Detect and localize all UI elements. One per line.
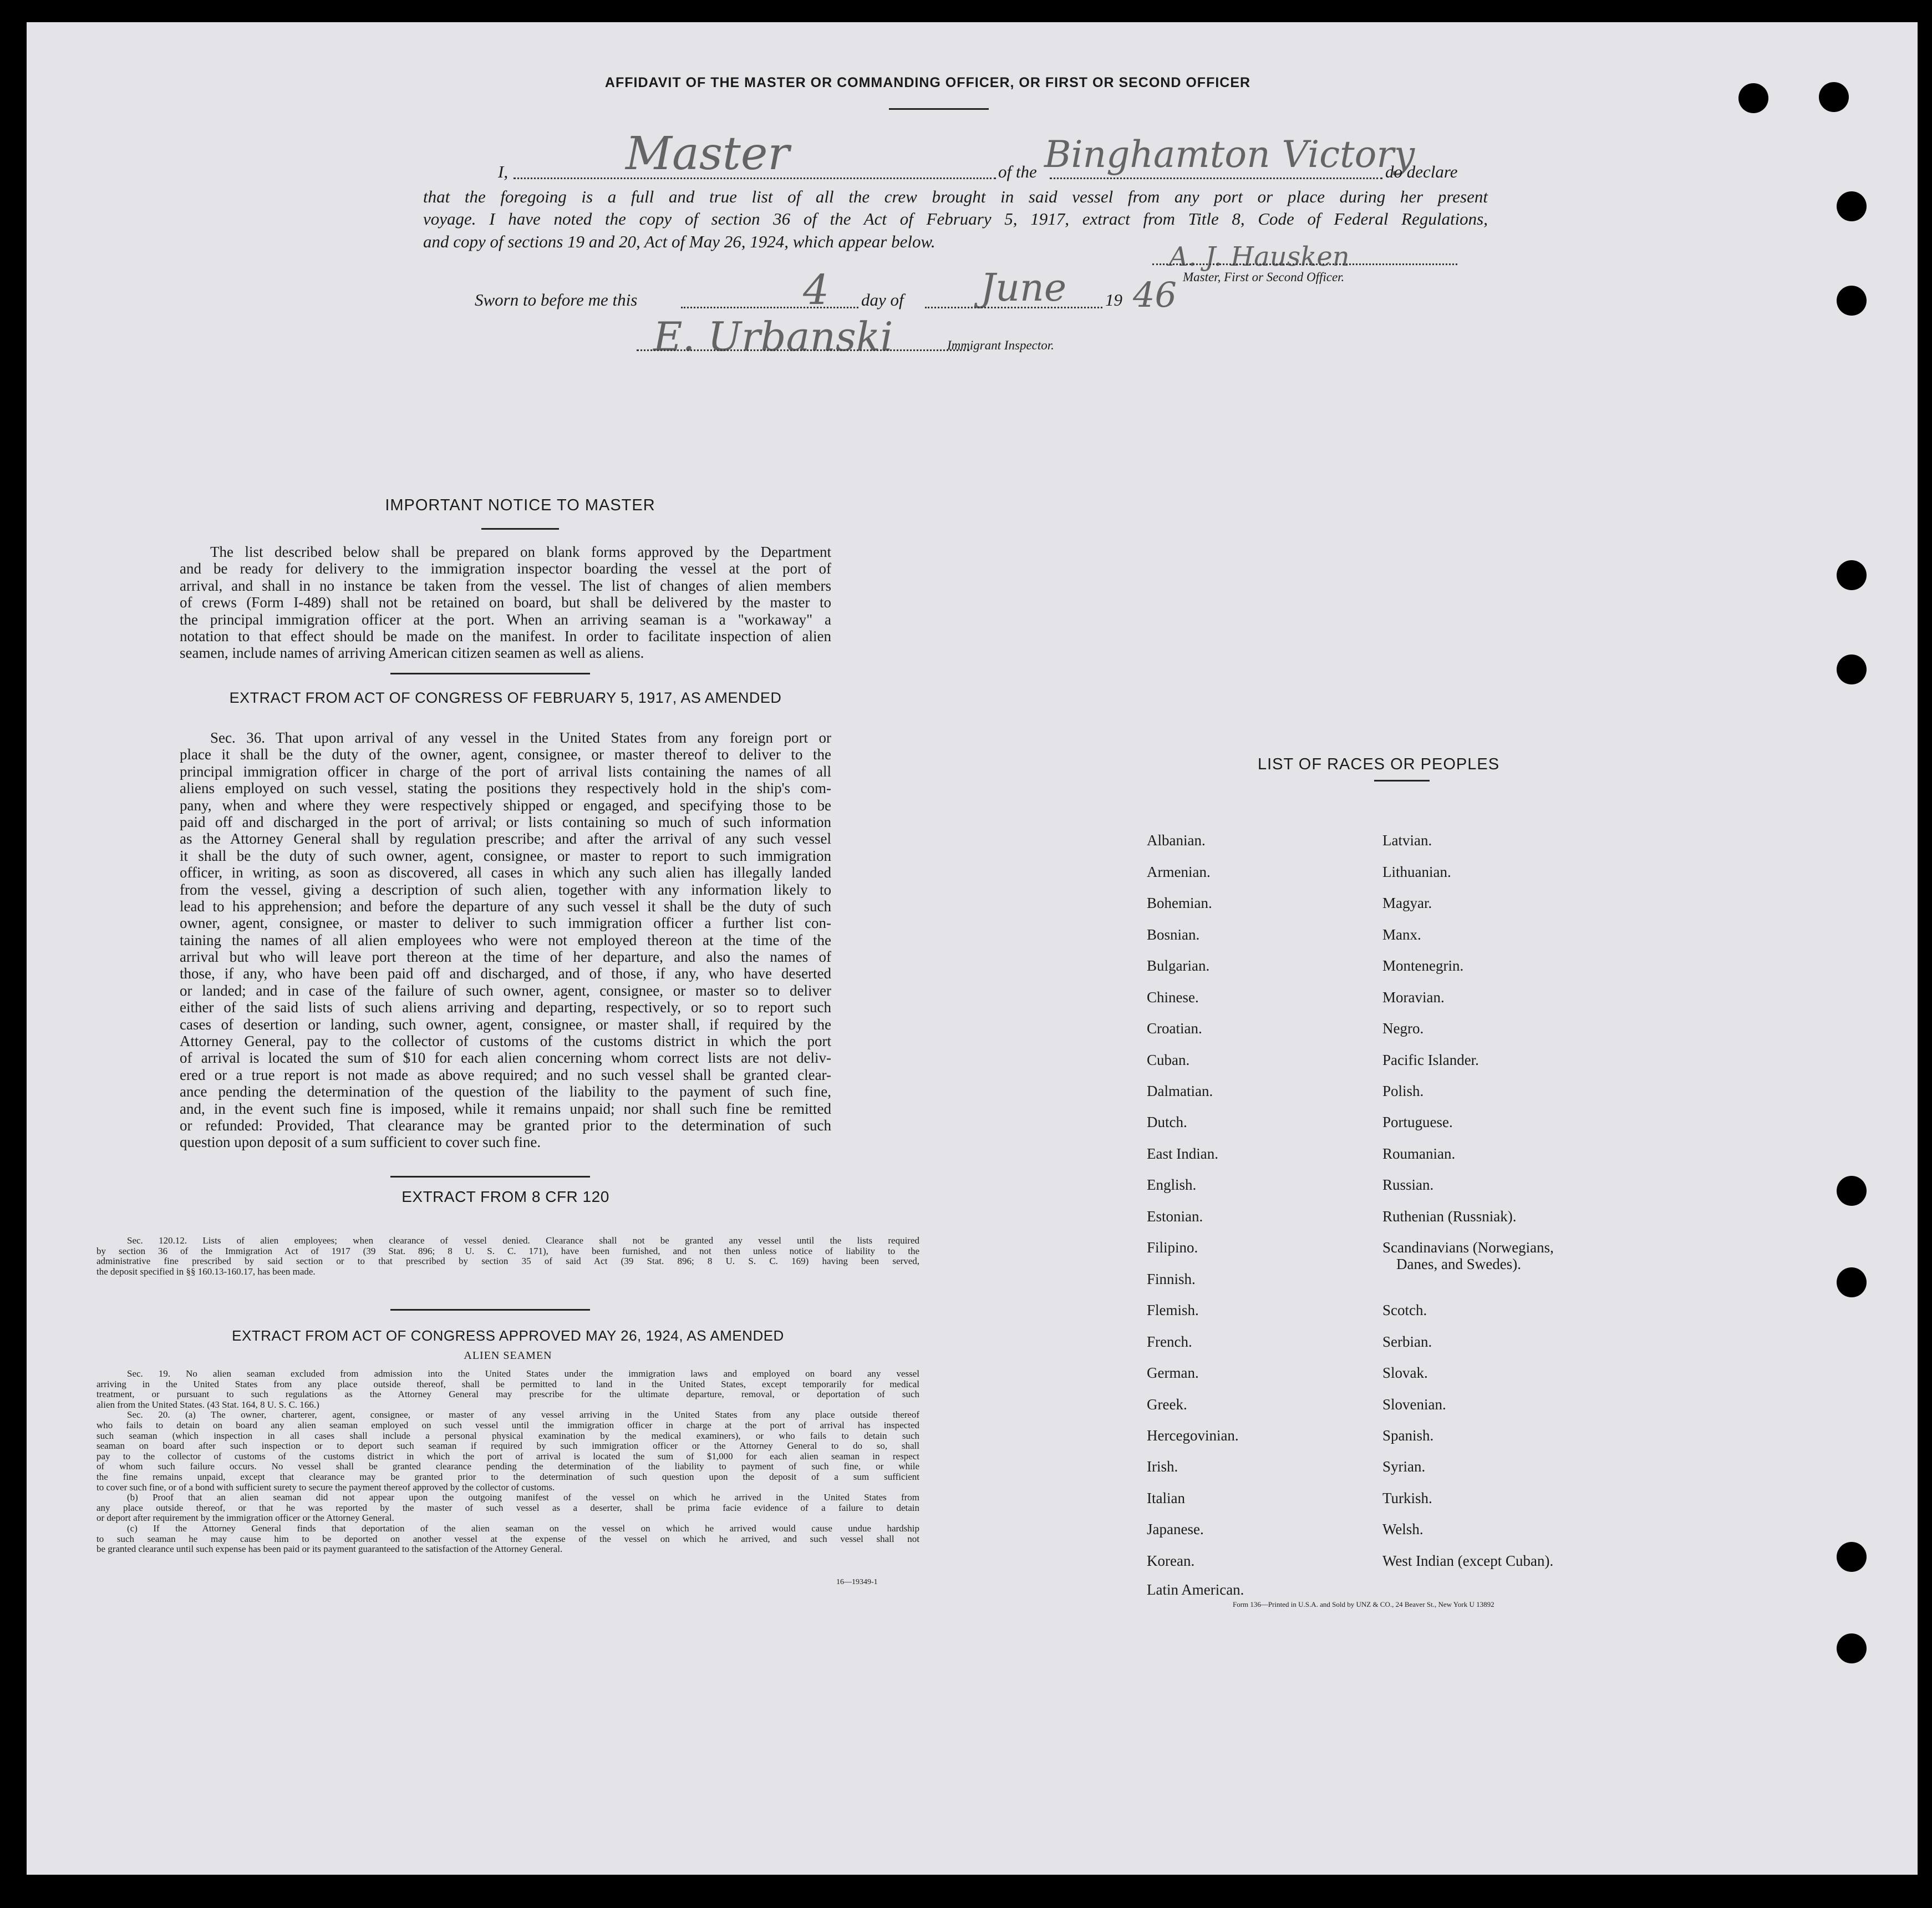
race-item: Bosnian. xyxy=(1147,926,1200,943)
race-item: Albanian. xyxy=(1147,832,1206,849)
extract-1924-line: who fails to detain on board any alien seaman employed on such vessel until the immigration officer in charge at the port of arrival has inspected xyxy=(96,1420,919,1430)
race-item: Slovak. xyxy=(1382,1364,1428,1381)
race-item: Cuban. xyxy=(1147,1052,1190,1068)
sworn-day: 4 xyxy=(803,266,830,314)
race-item: Japanese. xyxy=(1147,1521,1204,1537)
sworn-year: 46 xyxy=(1133,275,1177,315)
extract-1917-line: principal immigration officer in charge of the port of arrival lists containing the names of all xyxy=(180,763,831,780)
races-title: LIST OF RACES OR PEOPLES xyxy=(1258,755,1500,773)
races-title-rule xyxy=(1374,780,1430,782)
extract-cfr-line: the deposit specified in §§ 160.13-160.17, has been made. xyxy=(96,1266,316,1277)
race-item: Filipino. xyxy=(1147,1239,1198,1256)
extract-1917-line: either of the said lists of such aliens arriving and departing, respectively, or so to report such xyxy=(180,999,831,1016)
sworn-month: June xyxy=(980,266,1067,310)
race-item: East Indian. xyxy=(1147,1145,1218,1162)
sworn-day-line xyxy=(681,307,858,308)
race-item: Ruthenian (Russniak). xyxy=(1382,1208,1517,1225)
form-code: 16—19349-1 xyxy=(836,1578,878,1586)
binder-hole-2 xyxy=(1819,82,1849,112)
notice-line: the principal immigration officer at the port. When an arriving seaman is a "workaway" a xyxy=(180,611,831,628)
extract-1924-line: to cover such fine, or of a bond with sufficient surety to secure the payment thereof approved by the collector of customs. xyxy=(96,1482,555,1493)
extract-1924-line: alien from the United States. (43 Stat. 164, 8 U. S. C. 166.) xyxy=(96,1399,319,1410)
extract-1917-divider xyxy=(390,1176,590,1178)
extract-1924-subtitle: ALIEN SEAMEN xyxy=(464,1349,552,1362)
extract-1924-line: Sec. 19. No alien seaman excluded from admission into the United States under the immigration laws and employed on board any vessel xyxy=(127,1369,919,1379)
race-item: Welsh. xyxy=(1382,1521,1423,1537)
race-item: German. xyxy=(1147,1364,1199,1381)
notice-paragraph xyxy=(180,544,831,662)
race-item: Armenian. xyxy=(1147,864,1211,880)
extract-cfr-paragraph xyxy=(96,1236,919,1277)
race-item: Estonian. xyxy=(1147,1208,1203,1225)
race-item: Montenegrin. xyxy=(1382,957,1464,974)
race-item: Bulgarian. xyxy=(1147,957,1210,974)
affidavit-line2: that the foregoing is a full and true list of all the crew brought in said vessel from any port or place during her present xyxy=(423,187,1488,206)
extract-1917-line: cases of desertion or landing, such owner, agent, consignee, or master shall, if required by the xyxy=(180,1016,831,1033)
extract-1917-line: ered or a true report is not made as above required; and no such vessel shall be granted clear- xyxy=(180,1066,831,1083)
extract-1917-line: pany, when and where they were respectively shipped or engaged, and specifying those to be xyxy=(180,796,831,814)
race-item: Bohemian. xyxy=(1147,895,1212,911)
affidavit-line3: voyage. I have noted the copy of section 36 of the Act of February 5, 1917, extract from Title 8, Code of Federal Regulations, xyxy=(423,209,1488,229)
race-item: Magyar. xyxy=(1382,895,1432,911)
race-item: Serbian. xyxy=(1382,1333,1432,1350)
master-signature: A. J. Hausken xyxy=(1169,241,1350,272)
binder-hole-10 xyxy=(1837,1633,1867,1663)
race-item: Russian. xyxy=(1382,1176,1434,1193)
extract-1924-line: (b) Proof that an alien seaman did not appear upon the outgoing manifest of the vessel on which he arrived in the United States from xyxy=(127,1493,919,1503)
affidavit-line4: and copy of sections 19 and 20, Act of May 26, 1924, which appear below. xyxy=(423,232,936,251)
extract-1917-line: or landed; and in case of the failure of such owner, agent, consignee, or master so to deliver xyxy=(180,982,831,999)
vessel-dotted-line xyxy=(1050,177,1382,179)
extract-1917-line: lead to his apprehension; and before the departure of any such vessel it shall be the duty of such xyxy=(180,897,831,915)
notice-line: seamen, include names of arriving American citizen seamen as well as aliens. xyxy=(180,645,644,662)
race-item: English. xyxy=(1147,1176,1197,1193)
race-item: Turkish. xyxy=(1382,1490,1432,1506)
extract-1917-line: paid off and discharged in the port of arrival; or lists containing so much of such information xyxy=(180,813,831,830)
race-item: Italian xyxy=(1147,1490,1185,1506)
extract-1924-line: be granted clearance until such expense has been paid or its payment guaranteed to the satisfaction of the Attorney General. xyxy=(96,1544,563,1555)
extract-1917-line: place it shall be the duty of the owner, agent, consignee, or master thereof to deliver to the xyxy=(180,746,831,763)
extract-1917-line: officer, in writing, as soon as discovered, all cases in which any such alien has illegally landed xyxy=(180,864,831,881)
extract-1924-line: any place outside thereof, or that he was reported by the master of such vessel as a deserter, shall be prima facie evidence of a failure to detain xyxy=(96,1503,919,1513)
extract-1924-line: or deport after requirement by the immigration officer or the Attorney General. xyxy=(96,1513,394,1524)
inspector-label: Immigrant Inspector. xyxy=(947,338,1054,352)
extract-cfr-line: administrative fine prescribed by said section or to that prescribed by section 35 of said Act (39 Stat. 896; 8 U. S. C. 169) having been served, xyxy=(96,1256,919,1267)
race-item: Polish. xyxy=(1382,1083,1424,1099)
race-item: Hercegovinian. xyxy=(1147,1427,1239,1444)
race-item: Chinese. xyxy=(1147,989,1199,1006)
extract-1924-line: Sec. 20. (a) The owner, charterer, agent, consignee, or master of any vessel arriving in the United States from any place outside thereof xyxy=(127,1410,919,1420)
race-item: Latvian. xyxy=(1382,832,1432,849)
extract-1924-line: pay to the collector of customs of the customs district in which the port of arrival is located the sum of $1,000 for each alien seaman in respect xyxy=(96,1451,919,1462)
notice-line: and be ready for delivery to the immigration inspector boarding the vessel at the port of xyxy=(180,560,831,577)
inspector-signature: E. Urbanski xyxy=(653,313,893,360)
affidavit-line1-prefix: I, xyxy=(498,162,509,181)
notice-line: The list described below shall be prepared on blank forms approved by the Department xyxy=(210,544,831,560)
affidavit-title: AFFIDAVIT OF THE MASTER OR COMMANDING OFFICER, OR FIRST OR SECOND OFFICER xyxy=(604,75,1251,90)
race-item: French. xyxy=(1147,1333,1192,1350)
extract-1917-line: as the Attorney General shall by regulation prescribe; and after the arrival of any such vessel xyxy=(180,830,831,848)
extract-1917-line: those, if any, who have been paid off and discharged, and of those, if any, who have deserted xyxy=(180,965,831,982)
extract-1917-line: owner, agent, consignee, or master to deliver to such immigration officer a further list con- xyxy=(180,915,831,932)
race-item: Manx. xyxy=(1382,926,1421,943)
extract-1917-line: or refunded: Provided, That clearance may be granted prior to the determination of such xyxy=(180,1117,831,1134)
extract-1917-line: arrival but who will leave port thereon at the time of her departure, and also the names of xyxy=(180,948,831,966)
notice-line: notation to that effect should be made on the manifest. In order to facilitate inspection of alien xyxy=(180,627,831,645)
race-item: Dutch. xyxy=(1147,1114,1187,1130)
race-item: Scotch. xyxy=(1382,1302,1427,1318)
extract-1924-line: to such seaman he may cause him to be deported on another vessel at the expense of the vessel on which he arrived, and such vessel shall not xyxy=(96,1534,919,1544)
extract-1924-line: treatment, or pursuant to such regulations as the Attorney General may prescribe for the ultimate departure, removal, or deportation of such xyxy=(96,1389,919,1400)
extract-1917-line: question upon deposit of a sum sufficient to cover such fine. xyxy=(180,1134,541,1151)
extract-cfr-line: by section 36 of the Immigration Act of 1917 (39 Stat. 896; 8 U. S. C. 171), have been furnished, and not then unless notice of liability to the xyxy=(96,1246,919,1256)
extract-1917-line: ance pending the determination of the question of the liability to the payment of such fine, xyxy=(180,1083,831,1100)
extract-1917-line: of arrival is located the sum of $10 for each alien concerning whom correct lists are not deliv- xyxy=(180,1049,831,1067)
form-page xyxy=(27,22,1918,1875)
binder-hole-4 xyxy=(1837,286,1867,316)
race-item: Roumanian. xyxy=(1382,1145,1456,1162)
binder-hole-8 xyxy=(1837,1267,1867,1297)
race-item: Scandinavians (Norwegians, xyxy=(1382,1239,1554,1256)
race-item: Syrian. xyxy=(1382,1458,1426,1475)
extract-1924-line: arriving in the United States from any place outside thereof, shall be permitted to land in the United States, except temporarily for medical xyxy=(96,1379,919,1389)
extract-1924-line: seaman on board after such inspection or to deport such seaman if required by such immigration officer or the Attorney General to do so, shall xyxy=(96,1441,919,1452)
race-item: Korean. xyxy=(1147,1552,1195,1569)
sworn-year-prefix: 19 xyxy=(1105,290,1122,309)
race-item: Negro. xyxy=(1382,1020,1424,1037)
race-item: West Indian (except Cuban). xyxy=(1382,1552,1554,1569)
affidavit-of-the: of the xyxy=(998,162,1037,181)
extract-cfr-line: Sec. 120.12. Lists of alien employees; when clearance of vessel denied. Clearance shall not be granted any vessel until the lists required xyxy=(127,1236,919,1246)
extract-1917-line: and, in the event such fine is imposed, while it remains unpaid; nor shall such fine be remitted xyxy=(180,1100,831,1117)
notice-title: IMPORTANT NOTICE TO MASTER xyxy=(385,496,655,514)
affidavit-do-declare: do declare xyxy=(1385,162,1458,181)
extract-1917-line: Attorney General, pay to the collector of customs of the customs district in which the port xyxy=(180,1033,831,1050)
extract-1917-line: from the vessel, giving a description of such alien, together with any information likely to xyxy=(180,881,831,898)
extract-1917-title: EXTRACT FROM ACT OF CONGRESS OF FEBRUARY 5, 1917, AS AMENDED xyxy=(229,689,782,706)
race-item: Moravian. xyxy=(1382,989,1445,1006)
extract-1917-line: taining the names of all alien employees who were not employed thereon at the time of the xyxy=(180,931,831,948)
race-item: Dalmatian. xyxy=(1147,1083,1213,1099)
extract-1924-line: the fine remains unpaid, except that clearance may be granted prior to the determination of such question upon the deposit of a sum sufficient xyxy=(96,1471,919,1482)
printer-footer: Form 136—Printed in U.S.A. and Sold by UNZ & CO., 24 Beaver St., New York U 13892 xyxy=(1233,1600,1494,1608)
binder-hole-9 xyxy=(1837,1542,1867,1572)
notice-divider xyxy=(390,673,590,674)
notice-line: arrival, and shall in no instance be taken from the vessel. The list of changes of alien members xyxy=(180,577,831,594)
extract-1917-paragraph xyxy=(180,729,831,1151)
extract-1917-line: aliens employed on such vessel, stating the positions they respectively hold in the ship's com- xyxy=(180,780,831,797)
extract-1924-paragraph xyxy=(96,1369,919,1555)
binder-hole-1 xyxy=(1738,83,1768,113)
race-item: Croatian. xyxy=(1147,1020,1202,1037)
affidavit-title-rule xyxy=(889,108,989,110)
race-item: Greek. xyxy=(1147,1396,1187,1413)
race-item: Slovenian. xyxy=(1382,1396,1446,1413)
binder-hole-7 xyxy=(1837,1176,1867,1206)
race-item: Spanish. xyxy=(1382,1427,1434,1444)
race-item: Danes, and Swedes). xyxy=(1396,1256,1521,1272)
notice-title-rule xyxy=(481,528,559,530)
race-item: Latin American. xyxy=(1147,1581,1244,1598)
race-item: Portuguese. xyxy=(1382,1114,1453,1130)
race-item: Irish. xyxy=(1147,1458,1178,1475)
extract-1924-line: of whom such failure occurs. No vessel shall be granted clearance pending the determination of the liability to payment of such fine, or while xyxy=(96,1462,919,1472)
handwritten-master: Master xyxy=(626,128,790,180)
sworn-prefix: Sworn to before me this xyxy=(475,290,638,309)
extract-cfr-title: EXTRACT FROM 8 CFR 120 xyxy=(401,1188,609,1205)
extract-1924-line: (c) If the Attorney General finds that deportation of the alien seaman on the vessel on which he arrived would cause undue hardship xyxy=(127,1523,919,1534)
handwritten-vessel-name: Binghamton Victory xyxy=(1044,133,1415,176)
notice-line: of crews (Form I-489) shall not be retained on board, but shall be delivered by the master to xyxy=(180,594,831,611)
binder-hole-6 xyxy=(1837,654,1867,684)
binder-hole-3 xyxy=(1837,191,1867,221)
extract-1917-line: it shall be the duty of such owner, agent, consignee, or master to report to such immigration xyxy=(180,847,831,864)
extract-1917-line: Sec. 36. That upon arrival of any vessel in the United States from any foreign port or xyxy=(210,729,831,746)
race-item: Flemish. xyxy=(1147,1302,1199,1318)
extract-1924-title: EXTRACT FROM ACT OF CONGRESS APPROVED MAY 26, 1924, AS AMENDED xyxy=(232,1327,784,1344)
binder-hole-5 xyxy=(1837,560,1867,590)
race-item: Finnish. xyxy=(1147,1271,1196,1287)
sworn-day-of: day of xyxy=(861,290,904,309)
race-item: Lithuanian. xyxy=(1382,864,1451,880)
extract-cfr-divider xyxy=(390,1309,590,1311)
extract-1924-line: such seaman (which inspection in all cases shall include a personal physical examination by the medical examiners), or who fails to detain such xyxy=(96,1430,919,1441)
race-item: Pacific Islander. xyxy=(1382,1052,1479,1068)
master-officer-label: Master, First or Second Officer. xyxy=(1183,270,1345,284)
